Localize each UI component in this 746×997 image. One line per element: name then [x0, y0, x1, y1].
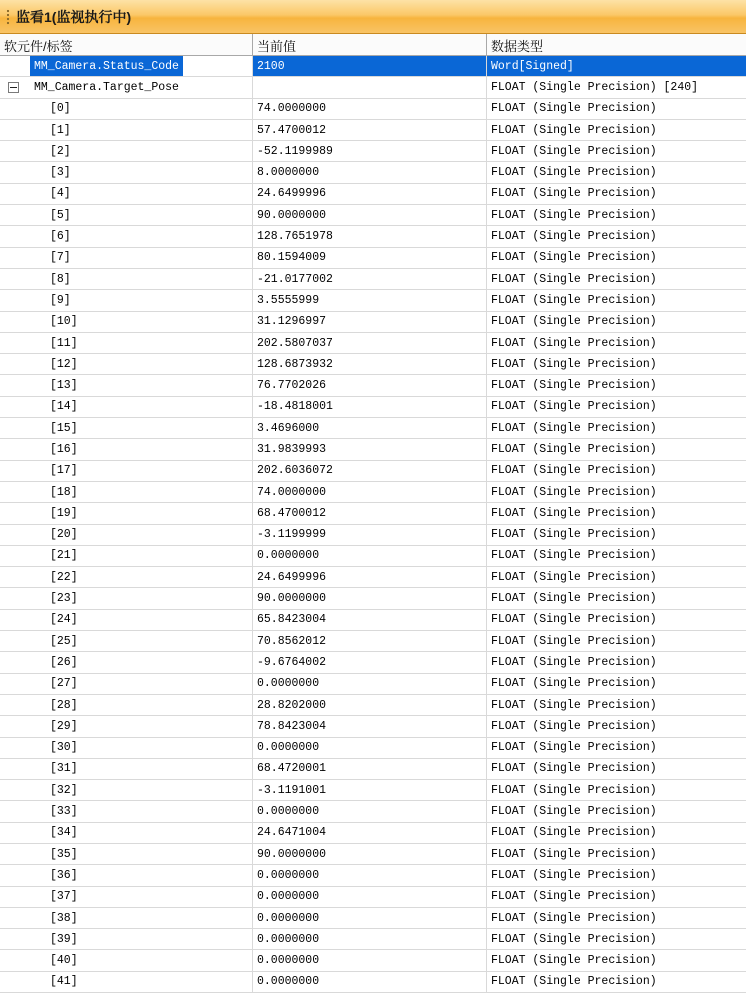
data-type-cell: FLOAT (Single Precision)	[491, 528, 657, 542]
column-header-value[interactable]: 当前值	[253, 34, 487, 55]
data-type-cell: FLOAT (Single Precision)	[491, 506, 657, 520]
device-label: [36]	[50, 868, 78, 882]
current-value-cell[interactable]: 24.6499996	[253, 184, 487, 204]
device-label: [4]	[50, 187, 71, 201]
current-value-cell[interactable]: 90.0000000	[253, 205, 487, 225]
current-value-cell[interactable]: 0.0000000	[253, 972, 487, 992]
label-cell[interactable]	[0, 567, 253, 587]
label-cell[interactable]	[0, 439, 253, 459]
label-cell[interactable]	[0, 588, 253, 608]
table-row[interactable]	[0, 588, 746, 609]
table-row[interactable]	[0, 610, 746, 631]
column-header-row	[0, 34, 746, 56]
label-cell[interactable]	[0, 312, 253, 332]
label-cell[interactable]	[0, 482, 253, 502]
current-value-cell[interactable]: 0.0000000	[253, 865, 487, 885]
data-type-cell: FLOAT (Single Precision)	[491, 783, 657, 797]
device-label: [3]	[50, 166, 71, 180]
data-type-cell: FLOAT (Single Precision)	[491, 847, 657, 861]
current-value-cell[interactable]: 0.0000000	[253, 738, 487, 758]
current-value-cell[interactable]: 80.1594009	[253, 248, 487, 268]
data-type-cell: FLOAT (Single Precision)	[491, 762, 657, 776]
data-type-cell: FLOAT (Single Precision)	[491, 144, 657, 158]
device-label: [32]	[50, 783, 78, 797]
data-type-cell: Word[Signed]	[487, 56, 746, 76]
table-row[interactable]	[0, 418, 746, 439]
device-label: [8]	[50, 272, 71, 286]
data-type-cell: FLOAT (Single Precision)	[491, 421, 657, 435]
device-label: [9]	[50, 293, 71, 307]
data-type-cell: FLOAT (Single Precision)	[491, 890, 657, 904]
watch-table	[0, 56, 746, 993]
label-cell[interactable]	[0, 908, 253, 928]
device-label: [40]	[50, 954, 78, 968]
data-type-cell: FLOAT (Single Precision)	[491, 677, 657, 691]
column-header-label[interactable]: 软元件/标签	[0, 34, 253, 55]
label-cell[interactable]	[0, 226, 253, 246]
table-row[interactable]	[0, 333, 746, 354]
current-value-cell[interactable]: 78.8423004	[253, 716, 487, 736]
table-row[interactable]	[0, 546, 746, 567]
current-value-cell[interactable]	[253, 77, 487, 97]
data-type-cell: FLOAT (Single Precision)	[491, 719, 657, 733]
data-type-cell: FLOAT (Single Precision) [240]	[491, 80, 699, 94]
table-row[interactable]	[0, 312, 746, 333]
device-label: [34]	[50, 826, 78, 840]
device-label: MM_Camera.Status_Code	[30, 56, 183, 76]
table-row[interactable]	[0, 354, 746, 375]
table-row[interactable]	[0, 631, 746, 652]
device-label: [16]	[50, 442, 78, 456]
label-cell[interactable]	[0, 77, 253, 97]
data-type-cell: FLOAT (Single Precision)	[491, 442, 657, 456]
current-value-cell[interactable]: 68.4700012	[253, 503, 487, 523]
label-cell[interactable]	[0, 823, 253, 843]
data-type-cell: FLOAT (Single Precision)	[491, 166, 657, 180]
device-label: [33]	[50, 805, 78, 819]
device-label: [12]	[50, 357, 78, 371]
current-value-cell[interactable]: 128.7651978	[253, 226, 487, 246]
table-row[interactable]	[0, 226, 746, 247]
label-cell[interactable]	[0, 418, 253, 438]
device-label: [41]	[50, 975, 78, 989]
device-label: [37]	[50, 890, 78, 904]
device-label: [7]	[50, 251, 71, 265]
label-cell[interactable]	[0, 887, 253, 907]
current-value-cell[interactable]: 2100	[253, 56, 487, 76]
table-row[interactable]	[0, 461, 746, 482]
data-type-cell: FLOAT (Single Precision)	[491, 272, 657, 286]
device-label: [22]	[50, 570, 78, 584]
device-label: [24]	[50, 613, 78, 627]
data-type-cell: FLOAT (Single Precision)	[491, 592, 657, 606]
data-type-cell: FLOAT (Single Precision)	[491, 102, 657, 116]
table-row[interactable]	[0, 120, 746, 141]
table-row[interactable]	[0, 652, 746, 673]
data-type-cell: FLOAT (Single Precision)	[491, 634, 657, 648]
device-label: [31]	[50, 762, 78, 776]
current-value-cell[interactable]: -52.1199989	[253, 141, 487, 161]
label-cell[interactable]	[0, 354, 253, 374]
label-cell[interactable]	[0, 99, 253, 119]
table-row[interactable]	[0, 759, 746, 780]
device-label: [38]	[50, 911, 78, 925]
label-cell[interactable]	[0, 205, 253, 225]
data-type-cell: FLOAT (Single Precision)	[491, 570, 657, 584]
data-type-cell: FLOAT (Single Precision)	[491, 549, 657, 563]
data-type-cell: FLOAT (Single Precision)	[491, 357, 657, 371]
label-cell[interactable]	[0, 716, 253, 736]
current-value-cell[interactable]: 65.8423004	[253, 610, 487, 630]
current-value-cell[interactable]: 74.0000000	[253, 99, 487, 119]
current-value-cell[interactable]: 74.0000000	[253, 482, 487, 502]
label-cell[interactable]	[0, 120, 253, 140]
label-cell[interactable]	[0, 397, 253, 417]
table-row[interactable]	[0, 738, 746, 759]
data-type-cell: FLOAT (Single Precision)	[491, 826, 657, 840]
device-label: [10]	[50, 315, 78, 329]
device-label: [0]	[50, 102, 71, 116]
current-value-cell[interactable]: 90.0000000	[253, 844, 487, 864]
label-cell[interactable]	[0, 141, 253, 161]
data-type-cell: FLOAT (Single Precision)	[491, 485, 657, 499]
current-value-cell[interactable]: 28.8202000	[253, 695, 487, 715]
label-cell[interactable]	[0, 610, 253, 630]
label-cell[interactable]	[0, 929, 253, 949]
label-cell[interactable]	[0, 525, 253, 545]
table-row[interactable]	[0, 290, 746, 311]
table-row[interactable]	[0, 184, 746, 205]
device-label: [14]	[50, 400, 78, 414]
data-type-cell: FLOAT (Single Precision)	[491, 315, 657, 329]
column-header-type[interactable]: 数据类型	[491, 39, 544, 54]
data-type-cell: FLOAT (Single Precision)	[491, 464, 657, 478]
device-label: MM_Camera.Target_Pose	[34, 80, 179, 94]
table-row[interactable]	[0, 823, 746, 844]
device-label: [19]	[50, 506, 78, 520]
label-cell[interactable]	[0, 162, 253, 182]
device-label: [28]	[50, 698, 78, 712]
table-row[interactable]	[0, 929, 746, 950]
table-row[interactable]	[0, 801, 746, 822]
device-label: [20]	[50, 528, 78, 542]
device-label: [15]	[50, 421, 78, 435]
label-cell[interactable]	[0, 652, 253, 672]
current-value-cell[interactable]: 70.8562012	[253, 631, 487, 651]
table-row[interactable]	[0, 162, 746, 183]
table-row[interactable]	[0, 716, 746, 737]
data-type-cell: FLOAT (Single Precision)	[491, 379, 657, 393]
current-value-cell[interactable]: 0.0000000	[253, 908, 487, 928]
current-value-cell[interactable]: 24.6499996	[253, 567, 487, 587]
table-row[interactable]	[0, 77, 746, 98]
data-type-cell: FLOAT (Single Precision)	[491, 698, 657, 712]
current-value-cell[interactable]: -9.6764002	[253, 652, 487, 672]
current-value-cell[interactable]: 0.0000000	[253, 887, 487, 907]
device-label: [2]	[50, 144, 71, 158]
label-cell[interactable]	[0, 461, 253, 481]
current-value-cell[interactable]: -21.0177002	[253, 269, 487, 289]
watch-window-title-bar[interactable]	[0, 0, 746, 34]
label-cell[interactable]	[0, 546, 253, 566]
device-label: [23]	[50, 592, 78, 606]
data-type-cell: FLOAT (Single Precision)	[491, 741, 657, 755]
label-cell[interactable]	[0, 972, 253, 992]
data-type-cell: FLOAT (Single Precision)	[491, 805, 657, 819]
current-value-cell[interactable]: 8.0000000	[253, 162, 487, 182]
device-label: [27]	[50, 677, 78, 691]
label-cell[interactable]	[0, 631, 253, 651]
table-row[interactable]	[0, 567, 746, 588]
data-type-cell: FLOAT (Single Precision)	[491, 123, 657, 137]
data-type-cell: FLOAT (Single Precision)	[491, 954, 657, 968]
data-type-cell: FLOAT (Single Precision)	[491, 613, 657, 627]
table-row[interactable]	[0, 908, 746, 929]
device-label: [25]	[50, 634, 78, 648]
device-label: [35]	[50, 847, 78, 861]
current-value-cell[interactable]: 57.4700012	[253, 120, 487, 140]
label-cell[interactable]	[0, 844, 253, 864]
label-cell[interactable]	[0, 674, 253, 694]
current-value-cell[interactable]: 0.0000000	[253, 801, 487, 821]
current-value-cell[interactable]: 31.1296997	[253, 312, 487, 332]
device-label: [1]	[50, 123, 71, 137]
data-type-cell: FLOAT (Single Precision)	[491, 932, 657, 946]
device-label: [11]	[50, 336, 78, 350]
device-label: [26]	[50, 655, 78, 669]
current-value-cell[interactable]: 76.7702026	[253, 375, 487, 395]
label-cell[interactable]	[0, 269, 253, 289]
data-type-cell: FLOAT (Single Precision)	[491, 187, 657, 201]
label-cell[interactable]	[0, 290, 253, 310]
current-value-cell[interactable]: -3.1191001	[253, 780, 487, 800]
table-row[interactable]	[0, 674, 746, 695]
data-type-cell: FLOAT (Single Precision)	[491, 293, 657, 307]
label-cell[interactable]	[0, 801, 253, 821]
table-row[interactable]	[0, 950, 746, 971]
data-type-cell: FLOAT (Single Precision)	[491, 868, 657, 882]
current-value-cell[interactable]: 68.4720001	[253, 759, 487, 779]
label-cell[interactable]	[0, 184, 253, 204]
label-cell[interactable]	[0, 375, 253, 395]
current-value-cell[interactable]: -3.1199999	[253, 525, 487, 545]
label-cell[interactable]	[0, 950, 253, 970]
label-cell[interactable]	[0, 333, 253, 353]
data-type-cell: FLOAT (Single Precision)	[491, 230, 657, 244]
current-value-cell[interactable]: 202.5807037	[253, 333, 487, 353]
label-cell[interactable]	[0, 738, 253, 758]
label-cell[interactable]	[0, 759, 253, 779]
device-label: [13]	[50, 379, 78, 393]
table-row[interactable]	[0, 780, 746, 801]
label-cell[interactable]	[0, 248, 253, 268]
data-type-cell: FLOAT (Single Precision)	[491, 336, 657, 350]
table-row[interactable]	[0, 865, 746, 886]
label-cell[interactable]	[0, 56, 253, 76]
current-value-cell[interactable]: 3.4696000	[253, 418, 487, 438]
table-row[interactable]	[0, 482, 746, 503]
device-label: [18]	[50, 485, 78, 499]
current-value-cell[interactable]: 0.0000000	[253, 546, 487, 566]
device-label: [17]	[50, 464, 78, 478]
drag-grip-icon[interactable]	[6, 9, 10, 25]
current-value-cell[interactable]: 202.6036072	[253, 461, 487, 481]
current-value-cell[interactable]: -18.4818001	[253, 397, 487, 417]
table-row[interactable]	[0, 375, 746, 396]
table-row[interactable]	[0, 56, 746, 77]
current-value-cell[interactable]: 24.6471004	[253, 823, 487, 843]
table-row[interactable]	[0, 397, 746, 418]
device-label: [29]	[50, 719, 78, 733]
watch-window-title: 监看1(监视执行中)	[16, 8, 132, 25]
current-value-cell[interactable]: 128.6873932	[253, 354, 487, 374]
table-row[interactable]	[0, 248, 746, 269]
current-value-cell[interactable]: 0.0000000	[253, 929, 487, 949]
current-value-cell[interactable]: 31.9839993	[253, 439, 487, 459]
table-row[interactable]	[0, 525, 746, 546]
label-cell[interactable]	[0, 695, 253, 715]
device-label: [39]	[50, 932, 78, 946]
table-row[interactable]	[0, 205, 746, 226]
label-cell[interactable]	[0, 865, 253, 885]
data-type-cell: FLOAT (Single Precision)	[491, 655, 657, 669]
device-label: [21]	[50, 549, 78, 563]
current-value-cell[interactable]: 0.0000000	[253, 674, 487, 694]
current-value-cell[interactable]: 0.0000000	[253, 950, 487, 970]
table-row[interactable]	[0, 141, 746, 162]
table-row[interactable]	[0, 439, 746, 460]
table-row[interactable]	[0, 99, 746, 120]
label-cell[interactable]	[0, 780, 253, 800]
data-type-cell: FLOAT (Single Precision)	[491, 251, 657, 265]
device-label: [6]	[50, 230, 71, 244]
current-value-cell[interactable]: 3.5555999	[253, 290, 487, 310]
current-value-cell[interactable]: 90.0000000	[253, 588, 487, 608]
label-cell[interactable]	[0, 503, 253, 523]
collapse-toggle-icon[interactable]	[8, 82, 19, 93]
table-row[interactable]	[0, 972, 746, 993]
data-type-cell: FLOAT (Single Precision)	[491, 208, 657, 222]
data-type-cell: FLOAT (Single Precision)	[491, 400, 657, 414]
table-row[interactable]	[0, 503, 746, 524]
table-row[interactable]	[0, 695, 746, 716]
data-type-cell: FLOAT (Single Precision)	[491, 975, 657, 989]
table-row[interactable]	[0, 269, 746, 290]
table-row[interactable]	[0, 844, 746, 865]
device-label: [5]	[50, 208, 71, 222]
data-type-cell: FLOAT (Single Precision)	[491, 911, 657, 925]
device-label: [30]	[50, 741, 78, 755]
table-row[interactable]	[0, 887, 746, 908]
